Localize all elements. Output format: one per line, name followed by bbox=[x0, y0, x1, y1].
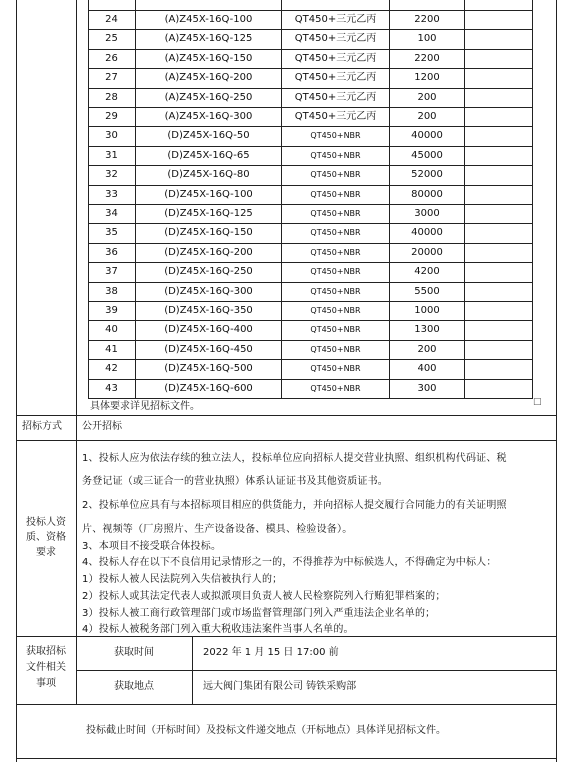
row-material: QT450+NBR bbox=[310, 150, 361, 160]
row-number: 27 bbox=[105, 72, 118, 84]
table-end-marker: □ bbox=[533, 397, 542, 407]
row-material: QT450+三元乙丙 bbox=[294, 52, 377, 64]
row-quantity: 300 bbox=[417, 382, 437, 394]
row-quantity: 200 bbox=[417, 111, 437, 122]
row-number: 35 bbox=[105, 227, 118, 239]
items-grid-vline bbox=[464, 0, 465, 398]
row-quantity: 20000 bbox=[411, 246, 443, 258]
row-line-obtain-bottom bbox=[16, 704, 557, 705]
qualification-line: 1）投标人被人民法院列入失信被执行人的； bbox=[82, 574, 283, 585]
row-model: (D)Z45X-16Q-50 bbox=[167, 130, 250, 142]
items-grid-hline bbox=[88, 243, 533, 244]
row-material: QT450+NBR bbox=[310, 383, 361, 393]
row-quantity: 1300 bbox=[414, 324, 440, 336]
obtain-time-value: 2022 年 1 月 15 日 17:00 前 bbox=[203, 647, 339, 658]
obtain-value-divider bbox=[192, 636, 193, 704]
row-line-method-top bbox=[16, 415, 557, 416]
items-grid-hline bbox=[88, 49, 533, 50]
qualification-line: 3、本项目不接受联合体投标。 bbox=[82, 541, 222, 552]
row-number: 29 bbox=[105, 111, 118, 122]
row-quantity: 2200 bbox=[414, 14, 440, 25]
items-grid-hline bbox=[88, 185, 533, 186]
row-model: (D)Z45X-16Q-450 bbox=[164, 343, 253, 355]
spec-note: 具体要求详见招标文件。 bbox=[90, 401, 200, 412]
row-material: QT450+NBR bbox=[310, 344, 361, 354]
items-grid-hline bbox=[88, 282, 533, 283]
items-grid-hline bbox=[88, 204, 533, 205]
items-grid-hline bbox=[88, 379, 533, 380]
obtain-label-divider bbox=[76, 636, 77, 704]
obtain-label-line: 事项 bbox=[36, 678, 56, 689]
row-model: (D)Z45X-16Q-150 bbox=[164, 227, 253, 239]
items-grid-hline bbox=[88, 29, 533, 30]
row-material: QT450+NBR bbox=[310, 267, 361, 277]
row-material: QT450+三元乙丙 bbox=[294, 33, 377, 45]
items-grid-hline bbox=[88, 68, 533, 69]
items-grid-hline bbox=[88, 165, 533, 166]
items-grid-hline bbox=[88, 223, 533, 224]
row-quantity: 3000 bbox=[414, 208, 440, 219]
row-quantity: 4200 bbox=[414, 266, 440, 278]
row-material: QT450+NBR bbox=[310, 286, 361, 296]
row-material: QT450+三元乙丙 bbox=[294, 111, 377, 122]
row-number: 31 bbox=[105, 149, 118, 161]
obtain-label-line: 文件相关 bbox=[26, 662, 66, 673]
row-material: QT450+三元乙丙 bbox=[294, 91, 377, 103]
items-grid-hline bbox=[88, 359, 533, 360]
row-model: (A)Z45X-16Q-200 bbox=[164, 72, 253, 84]
items-grid-hline bbox=[88, 301, 533, 302]
items-grid-hline bbox=[88, 126, 533, 127]
row-model: (D)Z45X-16Q-200 bbox=[164, 246, 253, 258]
row-quantity: 2200 bbox=[414, 52, 440, 64]
row-model: (D)Z45X-16Q-250 bbox=[164, 266, 253, 278]
row-number: 43 bbox=[105, 382, 118, 394]
row-material: QT450+NBR bbox=[310, 325, 361, 335]
row-number: 25 bbox=[105, 33, 118, 45]
row-quantity: 200 bbox=[417, 91, 437, 103]
row-material: QT450+NBR bbox=[310, 306, 361, 315]
qualification-line: 务登记证（或三证合一的营业执照）体系认证证书及其他资质证书。 bbox=[82, 476, 388, 487]
row-model: (D)Z45X-16Q-80 bbox=[167, 169, 250, 181]
row-model: (A)Z45X-16Q-250 bbox=[164, 91, 253, 103]
outer-right-border bbox=[556, 0, 557, 762]
qualification-label-line: 投标人资 bbox=[26, 517, 66, 528]
obtain-time-label: 获取时间 bbox=[114, 647, 154, 658]
row-material: QT450+NBR bbox=[310, 189, 361, 199]
items-grid-hline bbox=[88, 340, 533, 341]
row-number: 26 bbox=[105, 52, 118, 64]
footer-note: 投标截止时间（开标时间）及投标文件递交地点（开标地点）具体详见招标文件。 bbox=[86, 725, 446, 736]
obtain-place-value: 远大阀门集团有限公司 铸铁采购部 bbox=[203, 681, 357, 692]
obtain-label-line: 获取招标 bbox=[26, 646, 66, 657]
bid-method-label: 招标方式 bbox=[22, 421, 62, 432]
row-line-qual-top bbox=[16, 440, 557, 441]
row-quantity: 100 bbox=[417, 33, 437, 45]
row-quantity: 52000 bbox=[411, 169, 443, 181]
row-material: QT450+NBR bbox=[310, 209, 361, 218]
qualification-line: 4）投标人被税务部门列入重大税收违法案件当事人名单的。 bbox=[82, 624, 354, 635]
row-material: QT450+NBR bbox=[310, 170, 361, 180]
items-grid-hline bbox=[88, 88, 533, 89]
row-quantity: 45000 bbox=[411, 149, 443, 161]
row-model: (D)Z45X-16Q-350 bbox=[164, 305, 253, 316]
row-material: QT450+三元乙丙 bbox=[294, 14, 377, 25]
row-material: QT450+NBR bbox=[310, 247, 361, 257]
obtain-place-label: 获取地点 bbox=[114, 681, 154, 692]
row-model: (A)Z45X-16Q-100 bbox=[164, 14, 253, 25]
qualification-label-line: 质、资格 bbox=[26, 532, 66, 543]
row-number: 28 bbox=[105, 91, 118, 103]
qualification-line: 1、投标人应为依法存续的独立法人，投标单位应向招标人提交营业执照、组织机构代码证、税 bbox=[82, 453, 507, 464]
row-model: (A)Z45X-16Q-125 bbox=[164, 33, 253, 45]
obtain-label bbox=[16, 644, 76, 692]
row-quantity: 5500 bbox=[414, 285, 440, 297]
row-number: 33 bbox=[105, 188, 118, 200]
row-number: 24 bbox=[105, 14, 118, 25]
row-model: (D)Z45X-16Q-300 bbox=[164, 285, 253, 297]
items-grid-hline bbox=[88, 146, 533, 147]
row-model: (D)Z45X-16Q-100 bbox=[164, 188, 253, 200]
bid-method-value: 公开招标 bbox=[82, 421, 122, 432]
items-grid-hline bbox=[88, 398, 533, 399]
items-grid-hline bbox=[88, 262, 533, 263]
row-quantity: 40000 bbox=[411, 227, 443, 239]
row-line-obtain-top bbox=[16, 636, 557, 637]
row-material: QT450+三元乙丙 bbox=[294, 72, 377, 84]
row-number: 42 bbox=[105, 363, 118, 375]
row-number: 36 bbox=[105, 246, 118, 258]
row-quantity: 40000 bbox=[411, 130, 443, 142]
row-line-obtain-mid bbox=[76, 670, 557, 671]
qualification-label-line: 要求 bbox=[36, 547, 56, 558]
row-quantity: 80000 bbox=[411, 188, 443, 200]
row-model: (D)Z45X-16Q-400 bbox=[164, 324, 253, 336]
qualification-label bbox=[16, 515, 76, 560]
qualification-line: 片、视频等（厂房照片、生产设备设备、模具、检验设备）。 bbox=[82, 524, 353, 535]
inner-label-divider bbox=[76, 0, 77, 636]
row-number: 38 bbox=[105, 285, 118, 297]
row-model: (D)Z45X-16Q-125 bbox=[164, 208, 253, 219]
qualification-line: 2、投标单位应具有与本招标项目相应的供货能力，并向招标人提交履行合同能力的有关证明照 bbox=[82, 500, 507, 511]
row-number: 39 bbox=[105, 305, 118, 316]
page-bottom-line bbox=[16, 758, 557, 759]
row-quantity: 1200 bbox=[414, 72, 440, 84]
row-model: (D)Z45X-16Q-65 bbox=[167, 149, 250, 161]
row-model: (D)Z45X-16Q-500 bbox=[164, 363, 253, 375]
row-model: (D)Z45X-16Q-600 bbox=[164, 382, 253, 394]
row-quantity: 400 bbox=[417, 363, 437, 375]
row-model: (A)Z45X-16Q-300 bbox=[164, 111, 253, 122]
row-quantity: 1000 bbox=[414, 305, 440, 316]
row-material: QT450+NBR bbox=[310, 131, 361, 141]
row-number: 32 bbox=[105, 169, 118, 181]
row-number: 41 bbox=[105, 343, 118, 355]
items-grid-hline bbox=[88, 107, 533, 108]
row-model: (A)Z45X-16Q-150 bbox=[164, 52, 253, 64]
items-grid-hline bbox=[88, 320, 533, 321]
row-number: 37 bbox=[105, 266, 118, 278]
row-material: QT450+NBR bbox=[310, 364, 361, 374]
items-grid-hline bbox=[88, 10, 533, 11]
row-material: QT450+NBR bbox=[310, 228, 361, 238]
row-number: 30 bbox=[105, 130, 118, 142]
row-quantity: 200 bbox=[417, 343, 437, 355]
qualification-line: 2）投标人或其法定代表人或拟派项目负责人被人民检察院列入行贿犯罪档案的； bbox=[82, 591, 446, 602]
qualification-line: 3）投标人被工商行政管理部门或市场监督管理部门列入严重违法企业名单的； bbox=[82, 608, 436, 619]
row-number: 40 bbox=[105, 324, 118, 336]
row-number: 34 bbox=[105, 208, 118, 219]
qualification-line: 4、投标人存在以下不良信用记录情形之一的，不得推荐为中标候选人，不得确定为中标人： bbox=[82, 557, 497, 568]
items-grid-vline bbox=[532, 0, 533, 398]
